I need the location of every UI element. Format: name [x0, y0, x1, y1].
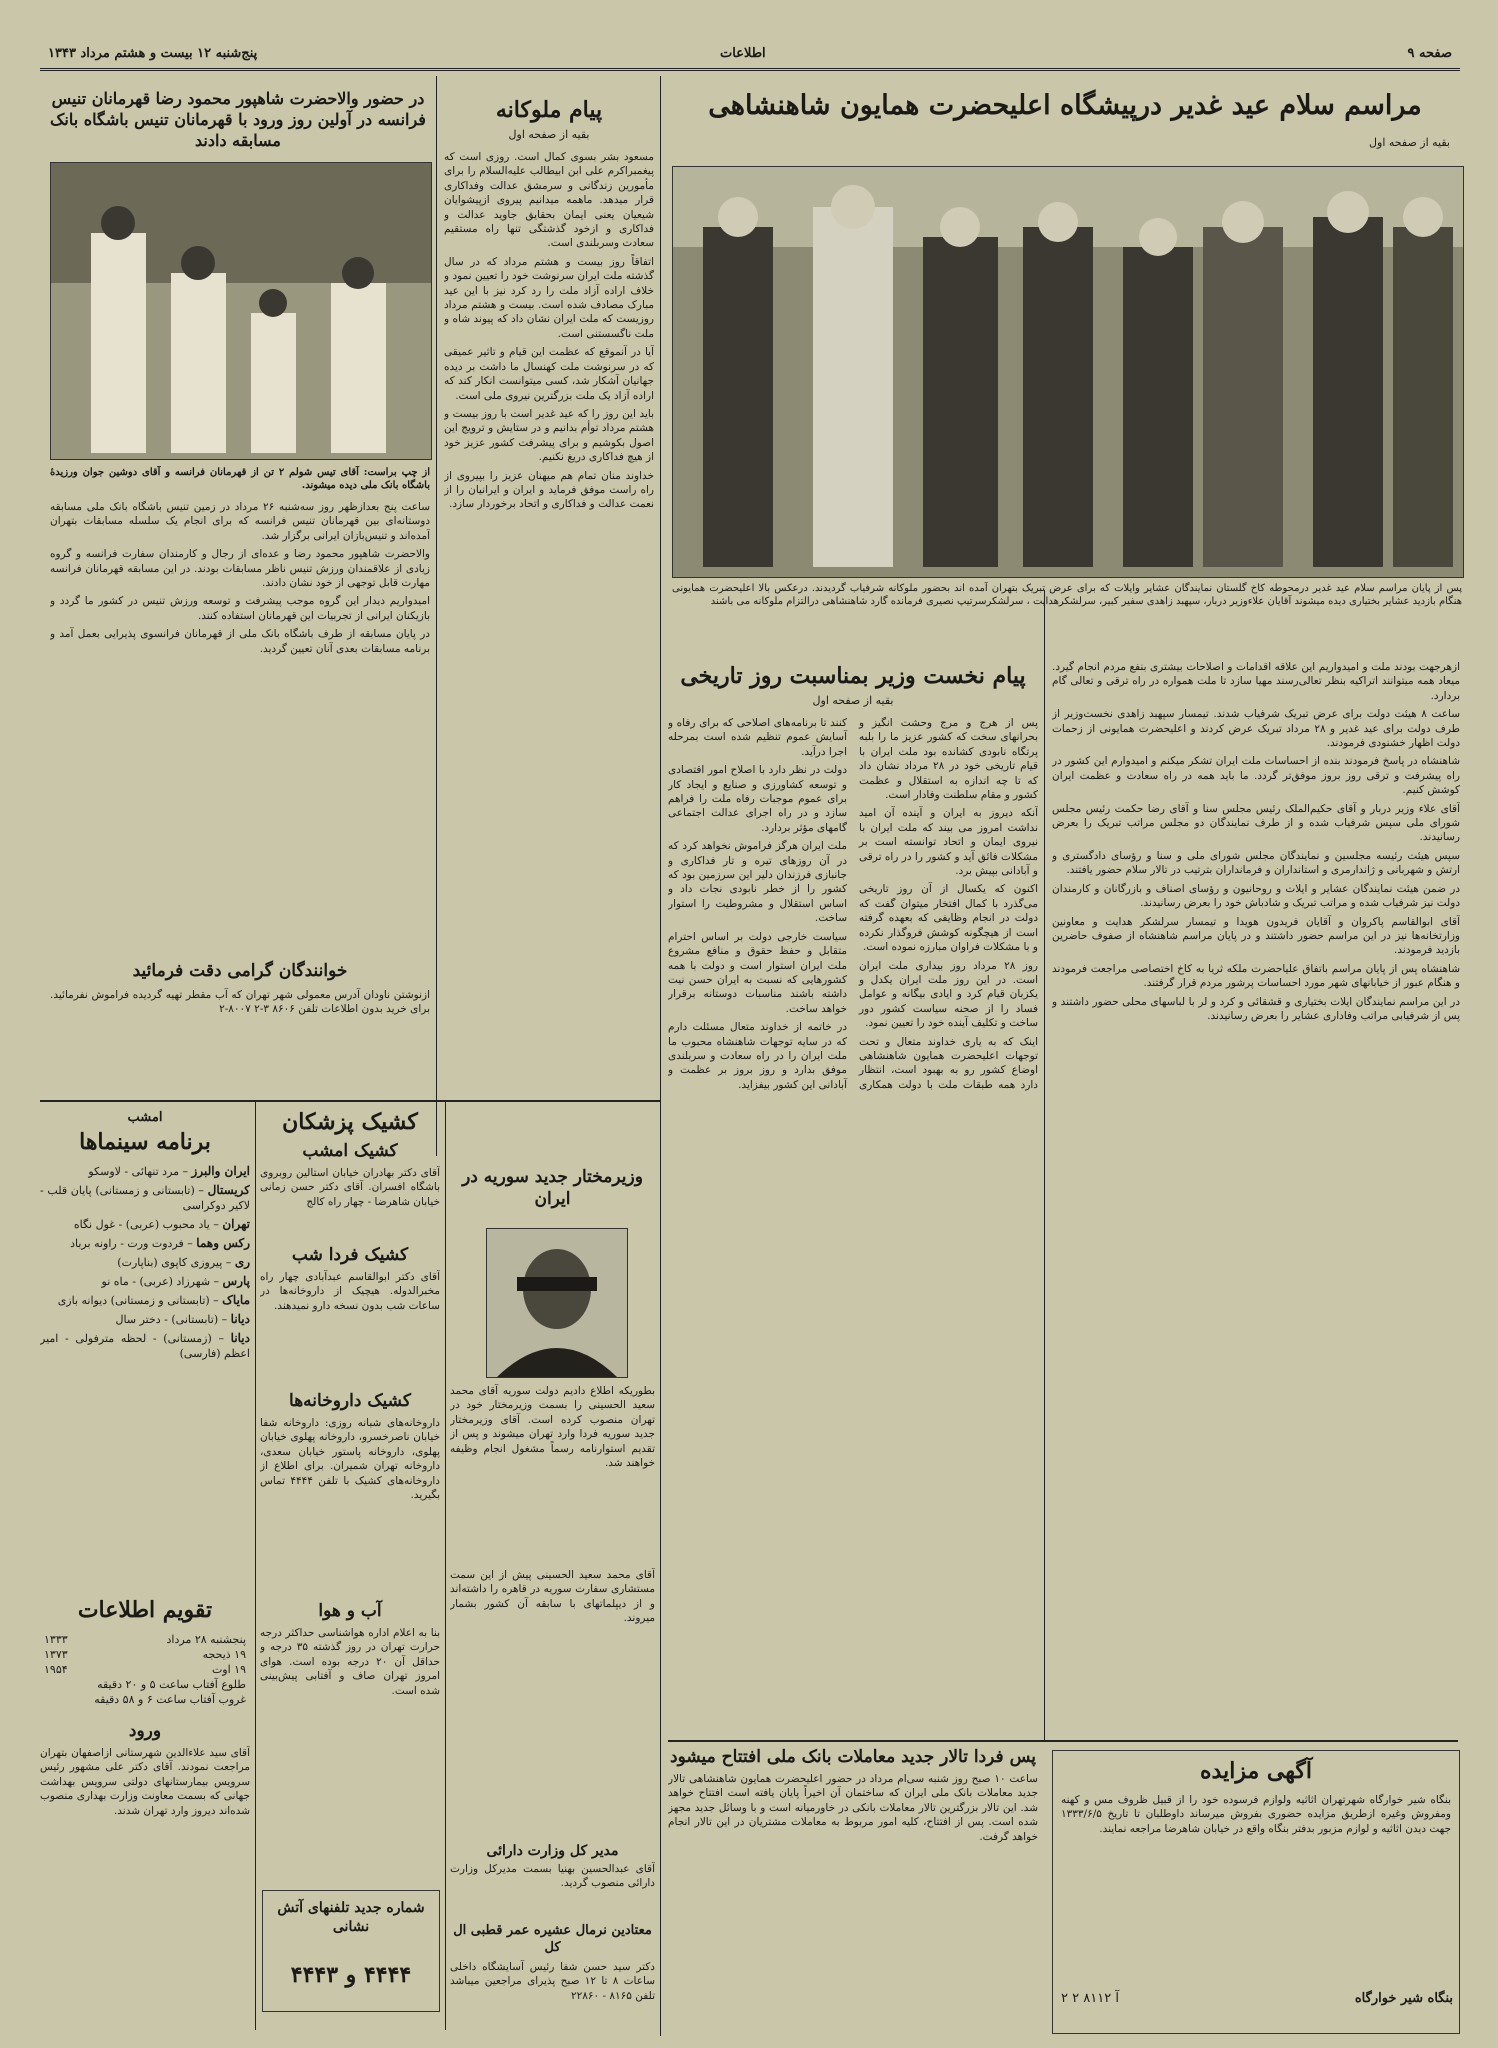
calendar-row [44, 1692, 246, 1707]
syria-text: آقای محمد سعید الحسینی پیش از این سمت مستشاری سفارت سوریه در قاهره را داشته‌اند و از دیپلماتهای با سابقه آن کشور بشمار میروند. [450, 1569, 655, 1625]
doctors-tomorrow-title: کشیک فردا شب [291, 1245, 409, 1265]
auction-signature: بنگاه شیر خوارگاه [1354, 1991, 1453, 2006]
phones-box [262, 1890, 440, 2012]
auction-code: آ ۸۱۱۲ ۲ ۲ [1061, 1991, 1119, 2006]
malekaneh-paragraph: اتفاقاً روز بیست و هشتم مرداد که در سال گذشته ملت ایران سرنوشت خود را تعیین نمود و خلاف اراده آزاد ملت را رد کرد نیز با این عید مبارک مصادف شده است. بیست و هشتم مرداد روزیست که ملت ایران نشان داد که پیوند شاه و ملت ناگسستنی است. [444, 255, 654, 340]
note-title: معتادین نرمال عشیره عمر قطبی ال کل [453, 1923, 652, 1955]
nokhost-paragraph: اینک که به یاری خداوند متعال و تحت توجهات اعلیحضرت همایون شاهنشاهی اوضاع کشور رو به بهبود است، انتظار دارد همه طبقات ملت با دولت همکاری کنند تا برنامه‌های اصلاحی که برای رفاه و آسایش عموم تنظیم شده است بمرحله اجرا درآید. [668, 717, 1038, 1091]
cinema-detail: مرد تنهائی - لاوسکو [88, 1165, 180, 1178]
calendar-row [44, 1632, 246, 1647]
calendar-table [44, 1632, 246, 1707]
bank-hall-text: ساعت ۱۰ صبح روز شنبه سی‌ام مرداد در حضور اعلیحضرت همایون شاهنشاهی تالار جدید معاملات بانک ملی ایران که ساختمان آن اخیراً پایان یافته است افتتاح خواهد شد. این تالار بزرگترین تالار معاملات بانکی در خاورمیانه است و با وسائل جدید مجهز شده است. پس از افتتاح، کلیه امور مربوط به معاملات مشتریان در این تالار انجام خواهد گرفت. [668, 1773, 1038, 1843]
cinema-item: پارس – شهرزاد (عربی) - ماه نو [101, 1274, 250, 1288]
cinema-item: ایران والبرز – مرد تنهائی - لاوسکو [88, 1164, 250, 1178]
ceremony-paragraph: ازهرجهت بودند ملت و امیدواریم این علاقه اقدامات و اصلاحات بیشتری بنفع مردم انجام گیرد. میعاد همه میتوانند اتراکیه بنظر تعالی‌رسند مهیا سازد تا ملت همواره در راه ترقی و تعالی گام بردارد. [1052, 661, 1460, 702]
calendar-label: طلوع آفتاب ساعت ۵ و ۲۰ دقیقه [97, 1678, 246, 1691]
cinema-detail: یاد محبوب (عربی) - غول نگاه [73, 1218, 210, 1231]
nokhost-paragraph: سیاست خارجی دولت بر اساس احترام متقابل و حفظ حقوق و منافع مشروع ملت ایران استوار است و دولت با همه کشورهایی که نسبت به ایران حسن نیت داشته باشند مناسبات دوستانه برقرار خواهد ساخت. [668, 930, 847, 1015]
readers-notice-title: خوانندگان گرامی دقت فرمائید [132, 961, 348, 981]
calendar-row [44, 1647, 246, 1662]
ceremony-paragraph: شاهنشاه پس از پایان مراسم باتفاق علیاحضرت ملکه ثریا به کاخ اختصاصی مراجعت فرمودند و هنگام عبور از خیابانهای شهر مورد احساسات پرشور مردم قرار گرفتند. [1052, 962, 1460, 990]
syria-caption: بطوریکه اطلاع دادیم دولت سوریه آقای محمد سعید الحسینی را بسمت وزیرمختار خود در تهران منصوب کرده است. آقای وزیرمختار جدید سوریه فردا وارد تهران میشوند و پس از تقدیم استوارنامه رسماً مشغول انجام وظیفه خواهند شد. [450, 1385, 655, 1470]
cinema-detail: شهرزاد (عربی) - ماه نو [101, 1275, 211, 1288]
cinema-name: مایاک [222, 1293, 250, 1307]
cinema-name: دیانا [230, 1331, 250, 1345]
cinema-detail: (زمستانی) - لحظه مترفولی - امیر اعظم (فارسی) [40, 1332, 250, 1360]
malekaneh-paragraph: باید این روز را که عید غدیر است با روز بیست و هشتم مرداد توأم بدانیم و در ستایش و ترویج این اصول بکوشیم و برای پیشرفت کشور عزیز خود از هیچ فداکاری دریغ نکنیم. [444, 407, 654, 464]
masthead [40, 44, 1460, 71]
section-rule [40, 1100, 660, 1102]
malekaneh-body [444, 150, 654, 1095]
nokhost-paragraph: روز ۲۸ مرداد روز بیداری ملت ایران است. در این روز ملت ایران یکدل و یکزبان قیام کرد و ایادی بیگانه و عوامل فساد را از صحنه سیاست کشور دور ساخت و تکلیف آینده خود را تعیین نمود. [859, 959, 1038, 1030]
ceremony-paragraph: آقای ابوالقاسم پاکروان و آقایان فریدون هویدا و تیمسار سرلشکر هدایت و معاونین وزارتخانه‌ها نیز در این مراسم حضور داشتند و در پایان مراسم شاهنشاه از صفوف حاضرین بازدید فرمودند. [1052, 915, 1460, 957]
calendar-row [44, 1677, 246, 1692]
arrivals-text: آقای سید علاءالدین شهرستانی ازاصفهان بتهران مراجعت نمودند. آقای دکتر علی مشهور رئیس سرویس بیمارستانهای دولتی سرویس بهداشت جهانی که بسمت معاونت وزارت بهداری منصوب شده‌اند دیروز وارد تهران شدند. [40, 1747, 250, 1817]
ceremony-paragraph: سپس هیئت رئیسه مجلسین و نمایندگان مجلس شورای ملی و سنا و رؤسای دادگستری و ارتش و شهربانی و ژاندارمری و استانداران و فرمانداران بترتیب در تالار سلام حضور یافتند. [1052, 849, 1460, 877]
auction-text: بنگاه شیر خوارگاه شهرتهران اثاثیه ولوازم فرسوده خود را از قبیل ظروف مس و کهنه ومفروش وغیره ازطریق مزایده حضوری بفروش میرساند داوطلبان تا تاریخ ۱۳۳۳/۶/۵ جهت دیدن اثاثیه و لوازم مزبور بدفتر بنگاه واقع در خیابان شاهرضا مراجعه نمایند. [1061, 1794, 1451, 1835]
calendar-label: غروب آفتاب ساعت ۶ و ۵۸ دقیقه [94, 1693, 246, 1706]
nokhost-headline: پیام نخست وزیر بمناسبت روز تاریخی [680, 663, 1026, 689]
pharmacies-title: کشیک داروخانه‌ها [289, 1391, 411, 1411]
arrivals-title: ورود [128, 1721, 162, 1741]
cinema-name: ایران والبرز [191, 1164, 250, 1178]
cinemas-kicker: امشب [127, 1110, 163, 1125]
nokhost-paragraph: آنکه دیروز به ایران و آینده آن امید نداشت امروز می بیند که ملت ایران با نیروی ایمان و اتحاد توانسته است بر مشکلات فائق آید و کشور را در راه ترقی و آبادانی بپیش برد. [859, 807, 1038, 878]
malekaneh-paragraph: مسعود بشر بسوی کمال است. روزی است که پیغمبراکرم علی ابن ابیطالب علیه‌السلام را برای مأمورین زندگانی و سرمشق عدالت وفداکاری قرار میدهد. ماهمه میدانیم پیروی ازپیشوایان شیعیان یعنی ایمان بحقایق جاوید عدالت و فداکاری و ازخود گذشتگی تنها راه مستقیم سعادت وسربلندی است. [444, 151, 654, 250]
column-rule [436, 76, 437, 1156]
calendar-label: ۱۹ ذیحجه [202, 1648, 246, 1661]
doctors-tonight-text: آقای دکتر بهادران خیابان استالین روبروی باشگاه افسران. آقای دکتر حسن زمانی خیابان شاهرضا - چهار راه کالج [260, 1167, 440, 1208]
column-rule [660, 76, 661, 2036]
malekaneh-headline: پیام ملوکانه [495, 97, 603, 123]
ceremony-caption: پس از پایان مراسم سلام عید غدیر درمحوطه کاخ گلستان نمایندگان عشایر وایلات که برای عرض تبریک بتهران آمده اند بحضور ملوکانه شرفیاب گردیدند. درعکس بالا اعلیحضرت همایونی هنگام بازدید عشایر بختیاری دیده میشوند آقایان علاءوزیر دربار، سپهبد زاهدی سفیر کبیر، سرلشکرهدایت ، سرلشکرسرتیپ نصیری فرمانده گارد شاهنشاهی درالتزام ملوکانه می باشند [672, 583, 1462, 607]
tennis-paragraph: امیدواریم دیدار این گروه موجب پیشرفت و توسعه ورزش تنیس در کشور ما گردد و بازیکنان ایرانی از تجربیات این قهرمانان استفاده کنند. [50, 595, 430, 622]
column-rule [1044, 590, 1045, 1740]
masthead-page-label: صفحه ۹ [1407, 46, 1452, 61]
ceremony-headline: مراسم سلام عید غدیر درپیشگاه اعلیحضرت همایون شاهنشاهی [708, 90, 1422, 121]
calendar-label: پنجشنبه ۲۸ مرداد [166, 1633, 246, 1646]
phones-numbers: ۴۴۴۴ و ۴۴۴۳ [290, 1962, 412, 1988]
pharmacies-text: داروخانه‌های شبانه روزی: داروخانه شفا خیابان ناصرخسرو، داروخانه پهلوی خیابان پهلوی، داروخانه پاستور خیابان سعدی، داروخانه تهران شمیران. برای اطلاع از داروخانه‌های کشیک با تلفن ۴۴۴۴ تماس بگیرید. [260, 1417, 440, 1502]
nokhost-continued: بقیه از صفحه اول [812, 694, 894, 707]
tennis-body [50, 500, 430, 940]
column-rule [255, 1100, 256, 2030]
ceremony-body [1052, 660, 1460, 1745]
bank-hall-headline: پس فردا تالار جدید معاملات بانک ملی افتتاح میشود [670, 1747, 1036, 1767]
cinema-name: کریستال [207, 1183, 250, 1197]
doctors-tomorrow-text: آقای دکتر ابوالقاسم عبدآبادی چهار راه مخبرالدوله. هیچیک از داروخانه‌ها در ساعات شب بدون نسخه دارو نمیدهند. [260, 1271, 440, 1312]
tennis-photo [50, 162, 432, 460]
readers-notice-text: ازنوشتن ناودان آدرس معمولی شهر تهران که آب مقطر تهیه گردیده فراموش نفرمائید. برای خرید بدون اطلاعات تلفن ۸۶۰۶ ۳-۲ ۸۰۰۷-۲ [50, 989, 430, 1016]
cinema-detail: (تابستانی) - دختر سال [115, 1313, 219, 1326]
note-text: دکتر سید حسن شفا رئیس آسایشگاه داخلی ساعات ۸ تا ۱۲ صبح پذیرای مراجعین میباشد تلفن ۸۱۶۵ - ۲۲۸۶۰ [450, 1961, 655, 2002]
auction-box [1052, 1750, 1460, 2034]
cinema-name: پارس [222, 1274, 250, 1288]
calendar-row [44, 1662, 246, 1677]
cinema-item: رکس وهما – فردوت ورت - راونه برباد [70, 1236, 250, 1250]
ceremony-paragraph: آقای علاء وزیر دربار و آقای حکیم‌الملک رئیس مجلس سنا و آقای رضا حکمت رئیس مجلس شورای ملی سپس شرفیاب شده و از طرف نمایندگان دو مجلس مراتب تبریک را بعرض رسانیدند. [1052, 802, 1460, 844]
section-rule [668, 1740, 1458, 1742]
tennis-paragraph: در پایان مسابقه از طرف باشگاه بانک ملی از قهرمانان فرانسوی پذیرایی بعمل آمد و برنامه مسابقات بعدی آنان تعیین گردید. [50, 628, 430, 655]
cinema-name: تهران [222, 1217, 250, 1231]
masthead-paper-name: اطلاعات [720, 46, 766, 61]
cinema-detail: (تابستانی و زمستانی) دیوانه بازی [57, 1294, 210, 1307]
calendar-title: تقویم اطلاعات [77, 1597, 213, 1623]
nokhost-paragraph: دولت در نظر دارد با اصلاح امور اقتصادی و توسعه کشاورزی و صنایع و ایجاد کار برای عموم موجبات رفاه ملت را فراهم سازد و در راه اجرای عدالت اجتماعی گامهای مؤثر بردارد. [668, 764, 847, 834]
cinemas-title: برنامه سینماها [79, 1129, 211, 1155]
doctors-tonight-title: کشیک امشب [302, 1141, 398, 1161]
ceremony-continued: بقیه از صفحه اول [1369, 136, 1450, 149]
cinema-item: ری – پیروزی کاپوی (بناپارت) [117, 1255, 250, 1269]
phones-title: شماره جدید تلفنهای آتش نشانی [277, 1900, 425, 1935]
tennis-paragraph: والاحضرت شاهپور محمود رضا و عده‌ای از رجال و کارمندان سفارت فرانسه و گروه زیادی از علاقمندان ورزش تنیس ناظر مسابقات بودند. در این مسابقه قهرمانان فرانسه مهارت قابل توجهی از خود نشان دادند. [50, 548, 430, 590]
ceremony-paragraph: شاهنشاه در پاسخ فرمودند بنده از احساسات ملت ایران تشکر میکنم و امیدوارم این کشور در راه پیشرفت و ترقی روز بروز موفق‌تر گردد. ما باید همه در راه سعادت و عظمت ایران کوشش کنیم. [1052, 755, 1460, 797]
ceremony-paragraph: در ضمن هیئت نمایندگان عشایر و ایلات و روحانیون و رؤسای اصناف و بازرگانان و کارمندان دولت نیز شرفیاب شده و مراتب تبریک و شادباش خود را بعرض رسانیدند. [1052, 882, 1460, 910]
doctors-title: کشیک پزشکان [282, 1109, 418, 1135]
cinema-item: تهران – یاد محبوب (عربی) - غول نگاه [73, 1217, 250, 1231]
tennis-paragraph: ساعت پنج بعدازظهر روز سه‌شنبه ۲۶ مرداد در زمین تنیس باشگاه بانک ملی مسابقه دوستانه‌ای بین قهرمانان تنیس فرانسه که برای انجام یک سلسله مسابقات بتهران آمده‌اند و تنیس‌بازان ایرانی برگزار شد. [50, 501, 430, 542]
cinema-item: دیانا – (تابستانی) - دختر سال [115, 1312, 250, 1326]
cinema-name: رکس وهما [196, 1236, 250, 1250]
cinema-name: دیانا [230, 1312, 250, 1326]
cinema-detail: فردوت ورت - راونه برباد [70, 1237, 184, 1250]
masthead-date: پنج‌شنبه ۱۲ بیست و هشتم مرداد ۱۳۴۳ [48, 46, 258, 61]
nokhost-body [668, 716, 1038, 1736]
syria-headline: وزیرمختار جدید سوریه در ایران [462, 1167, 643, 1209]
cinema-name: ری [234, 1255, 250, 1269]
ceremony-photo [672, 166, 1464, 578]
nokhost-paragraph: پس از هرج و مرج وحشت انگیز و بحرانهای سخت که کشور عزیز ما را بلبه پرتگاه نابودی کشانده بود ملت ایران با قیام تاریخی خود در ۲۸ مرداد نشان داد که تا چه اندازه به استقلال و عظمت کشور و مقام سلطنت وفادار است. [859, 717, 1038, 802]
calendar-value: ۱۳۷۳ [44, 1648, 68, 1661]
column-rule [445, 1100, 446, 2030]
malekaneh-paragraph: آیا در آنموقع که عظمت این قیام و تاثیر عمیقی که در سرنوشت ملت کهنسال ما داشت بر دیده جهانیان آشکار شد، کسی میتوانست انکار کند که اراده آزاد یک ملت بزرگترین نیروی ملی است. [444, 346, 654, 402]
tennis-caption: از چپ براست: آقای تیس شولم ۲ تن از قهرمانان فرانسه و آقای دوشین جوان ورزیدۀ باشگاه بانک ملی دیده میشوند. [50, 467, 430, 491]
nokhost-paragraph: ملت ایران هرگز فراموش نخواهد کرد که در آن روزهای تیره و تار فداکاری و جانبازی فرزندان دلیر این سرزمین بود که کشور را از خطر نابودی نجات داد و اساس استقلال و مشروطیت را استوار ساخت. [668, 840, 847, 925]
calendar-value: ۱۹۵۴ [44, 1663, 68, 1676]
cinema-detail: پیروزی کاپوی (بناپارت) [117, 1256, 223, 1269]
ministry-text: آقای عبدالحسین بهنیا بسمت مدیرکل وزارت دارائی منصوب گردید. [450, 1863, 655, 1890]
cinema-item: مایاک – (تابستانی و زمستانی) دیوانه بازی [57, 1293, 250, 1307]
ceremony-paragraph: ساعت ۸ هیئت دولت برای عرض تبریک شرفیاب شدند. تیمسار سپهبد زاهدی نخست‌وزیر از طرف دولت برای عید غدیر و ۲۸ مرداد تبریک عرض کردند و اعلیحضرت همایونی از زحمات دولت اظهار خشنودی فرمودند. [1052, 708, 1460, 750]
calendar-value: ۱۳۳۳ [44, 1633, 68, 1646]
malekaneh-paragraph: خداوند منان تمام هم میهنان عزیز را بپیروی از راه راست موفق فرماید و ایران و ایرانیان را از نعمت عدالت و فداکاری و اتحاد برخوردار سازد. [444, 469, 654, 511]
malekaneh-continued: بقیه از صفحه اول [508, 128, 590, 141]
syria-portrait [486, 1228, 628, 1378]
weather-title: آب و هوا [318, 1601, 382, 1621]
ministry-title: مدیر کل وزارت دارائی [486, 1843, 619, 1859]
nokhost-paragraph: در خاتمه از خداوند متعال مسئلت دارم که در سایه توجهات شاهنشاه محبوب ما ملت ایران را در راه سعادت و سربلندی موفق بدارد و روز بروز بر عظمت و آبادانی این کشور بیفزاید. [668, 1021, 847, 1091]
cinemas-list [40, 1164, 250, 1586]
weather-text: بنا به اعلام اداره هواشناسی حداکثر درجه حرارت تهران در روز گذشته ۳۵ درجه و حداقل آن ۲۰ درجه بوده است. هوای امروز تهران صاف و آفتابی پیش‌بینی شده است. [260, 1627, 440, 1697]
ceremony-paragraph: در این مراسم نمایندگان ایلات بختیاری و قشقائی و کرد و لر با لباسهای محلی حضور داشتند و پس از شرفیابی مراتب وفاداری عشایر را بعرض رسانیدند. [1052, 995, 1460, 1022]
tennis-headline: در حضور والاحضرت شاهپور محمود رضا قهرمانان تنیس فرانسه در آولین روز ورود با قهرمانان تنیس باشگاه بانک مسابقه دادند [50, 89, 426, 150]
cinema-detail: (تابستانی و زمستانی) پایان قلب - لاکیر دوکراسی [40, 1184, 250, 1212]
auction-title: آگهی مزایده [1200, 1758, 1312, 1784]
nokhost-paragraph: اکنون که یکسال از آن روز تاریخی می‌گذرد با کمال افتخار میتوان گفت که دولت در انجام وظایفی که بعهده گرفته است از هیچگونه کوشش فروگذار نکرده و با مشکلات فراوان مبارزه نموده است. [859, 883, 1038, 954]
calendar-label: ۱۹ اوت [211, 1663, 246, 1676]
cinema-item: کریستال – (تابستانی و زمستانی) پایان قلب - لاکیر دوکراسی [40, 1183, 250, 1212]
cinema-item: دیانا – (زمستانی) - لحظه مترفولی - امیر اعظم (فارسی) [40, 1331, 250, 1360]
